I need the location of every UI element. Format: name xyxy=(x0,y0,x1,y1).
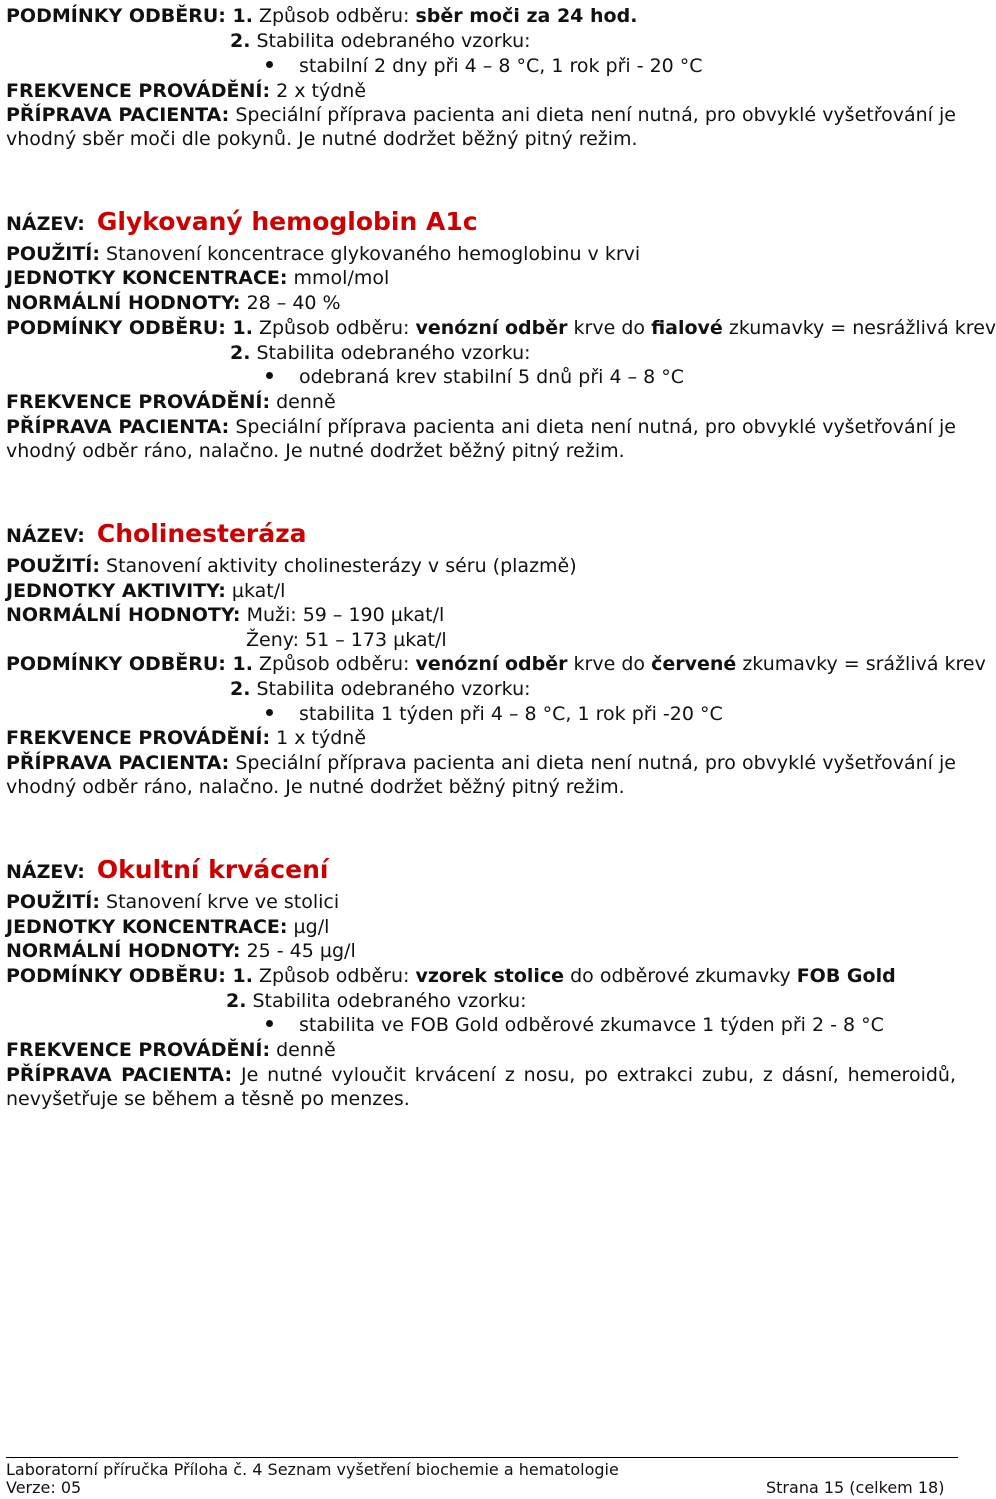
method-value: sběr moči za 24 hod. xyxy=(415,5,638,27)
unit-value: µkat/l xyxy=(225,580,286,602)
s0-conditions-line xyxy=(6,4,637,28)
use-value: Stanovení krve ve stolici xyxy=(99,891,340,913)
tube-type: zkumavky = nesrážlivá krev xyxy=(722,317,996,339)
preparation-label: PŘÍPRAVA PACIENTA: xyxy=(6,104,230,126)
preparation-text-1: Speciální příprava pacienta ani dieta není nutná, pro obvyklé vyšetřování je xyxy=(229,752,956,774)
preparation-text-1: Speciální příprava pacienta ani dieta není nutná, pro obvyklé vyšetřování je xyxy=(229,416,956,438)
tube-color: červené xyxy=(651,653,737,675)
preparation-text-2: vhodný odběr ráno, nalačno. Je nutné dodržet běžný pitný režim. xyxy=(6,440,625,462)
bullet-icon xyxy=(266,1020,273,1027)
footer-version: Verze: 05 xyxy=(6,1478,82,1497)
method-text: Způsob odběru: xyxy=(252,965,416,987)
stability-label: Stabilita odebraného vzorku: xyxy=(250,678,531,700)
s2-normal-line xyxy=(6,603,444,627)
conditions-label: PODMÍNKY ODBĚRU: 1. xyxy=(6,317,253,339)
normal-value: 28 – 40 % xyxy=(240,292,341,314)
stability-value: stabilita ve FOB Gold odběrové zkumavce 1 týden při 2 - 8 °C xyxy=(299,1014,884,1036)
s2-preparation xyxy=(6,751,956,799)
preparation-label: PŘÍPRAVA PACIENTA: xyxy=(6,416,230,438)
s3-stability-item xyxy=(266,1013,884,1037)
s0-preparation xyxy=(6,103,956,151)
unit-value: mmol/mol xyxy=(287,267,390,289)
s1-conditions-line xyxy=(6,316,996,340)
unit-label: JEDNOTKY KONCENTRACE: xyxy=(6,916,288,938)
conditions-label: PODMÍNKY ODBĚRU: 1. xyxy=(6,5,253,27)
footer-page-number: Strana 15 (celkem 18) xyxy=(766,1478,945,1497)
stability-number: 2. xyxy=(230,30,251,52)
s1-unit-line xyxy=(6,266,389,290)
s0-stability-item xyxy=(266,54,703,78)
s1-stability-item xyxy=(266,365,684,389)
method-value: venózní odběr xyxy=(415,317,568,339)
s3-normal-line xyxy=(6,939,356,963)
method-text-2: krve do xyxy=(567,317,652,339)
s2-use-line xyxy=(6,554,577,578)
bullet-icon xyxy=(266,372,273,379)
stability-label: Stabilita odebraného vzorku: xyxy=(250,30,531,52)
frequency-label: FREKVENCE PROVÁDĚNÍ: xyxy=(6,80,271,102)
method-text-2: do odběrové zkumavky xyxy=(564,965,797,987)
normal-value: 25 - 45 µg/l xyxy=(240,940,356,962)
s2-unit-line xyxy=(6,579,285,603)
s3-use-line xyxy=(6,890,339,914)
unit-label: JEDNOTKY KONCENTRACE: xyxy=(6,267,288,289)
frequency-label: FREKVENCE PROVÁDĚNÍ: xyxy=(6,391,271,413)
method-text: Způsob odběru: xyxy=(252,653,416,675)
conditions-label: PODMÍNKY ODBĚRU: 1. xyxy=(6,653,253,675)
footer-title: Laboratorní příručka Příloha č. 4 Seznam vyšetření biochemie a hematologie xyxy=(6,1460,619,1479)
s3-frequency-line xyxy=(6,1038,336,1062)
s3-preparation xyxy=(6,1063,956,1111)
preparation-text-1: Je nutné vyloučit krvácení z nosu, po extrakci zubu, z dásní, hemeroidů, xyxy=(232,1064,956,1086)
stability-number: 2. xyxy=(230,342,251,364)
frequency-value: denně xyxy=(270,391,336,413)
use-label: POUŽITÍ: xyxy=(6,555,100,577)
conditions-label: PODMÍNKY ODBĚRU: 1. xyxy=(6,965,253,987)
normal-value-men: Muži: 59 – 190 µkat/l xyxy=(240,604,445,626)
tube-brand: FOB Gold xyxy=(796,965,896,987)
stability-value: odebraná krev stabilní 5 dnů při 4 – 8 °C xyxy=(299,366,685,388)
s1-name-line xyxy=(6,206,478,240)
frequency-label: FREKVENCE PROVÁDĚNÍ: xyxy=(6,727,271,749)
test-title: Okultní krvácení xyxy=(96,855,329,884)
name-label: NÁZEV: xyxy=(6,525,85,547)
s3-stability-line xyxy=(226,989,527,1013)
s1-preparation xyxy=(6,415,956,463)
method-value: vzorek stolice xyxy=(415,965,565,987)
method-text-2: krve do xyxy=(567,653,652,675)
frequency-value: 1 x týdně xyxy=(270,727,367,749)
stability-value: stabilita 1 týden při 4 – 8 °C, 1 rok při -20 °C xyxy=(299,703,723,725)
preparation-text-2: nevyšetřuje se během a těsně po menzes. xyxy=(6,1088,410,1110)
s2-stability-item xyxy=(266,702,723,726)
preparation-text-2: vhodný odběr ráno, nalačno. Je nutné dodržet běžný pitný režim. xyxy=(6,776,625,798)
stability-value: stabilní 2 dny při 4 – 8 °C, 1 rok při - 20 °C xyxy=(299,55,703,77)
s3-conditions-line xyxy=(6,964,896,988)
unit-value: µg/l xyxy=(287,916,330,938)
frequency-label: FREKVENCE PROVÁDĚNÍ: xyxy=(6,1039,271,1061)
bullet-icon xyxy=(266,709,273,716)
method-value: venózní odběr xyxy=(415,653,568,675)
s2-stability-line xyxy=(230,677,531,701)
unit-label: JEDNOTKY AKTIVITY: xyxy=(6,580,226,602)
normal-label: NORMÁLNÍ HODNOTY: xyxy=(6,604,241,626)
name-label: NÁZEV: xyxy=(6,213,85,235)
s2-conditions-line xyxy=(6,652,986,676)
normal-value-women: Ženy: 51 – 173 µkat/l xyxy=(246,629,447,651)
s2-frequency-line xyxy=(6,726,366,750)
stability-number: 2. xyxy=(226,990,247,1012)
tube-color: fialové xyxy=(651,317,723,339)
use-label: POUŽITÍ: xyxy=(6,891,100,913)
s1-normal-line xyxy=(6,291,341,315)
stability-label: Stabilita odebraného vzorku: xyxy=(246,990,527,1012)
s3-unit-line xyxy=(6,915,329,939)
s1-frequency-line xyxy=(6,390,336,414)
use-label: POUŽITÍ: xyxy=(6,243,100,265)
use-value: Stanovení aktivity cholinesterázy v séru (plazmě) xyxy=(99,555,577,577)
stability-number: 2. xyxy=(230,678,251,700)
preparation-text-2: vhodný sběr moči dle pokynů. Je nutné dodržet běžný pitný režim. xyxy=(6,128,638,150)
name-label: NÁZEV: xyxy=(6,861,85,883)
s2-normal-women-line xyxy=(246,628,447,652)
tube-type: zkumavky = srážlivá krev xyxy=(736,653,986,675)
use-value: Stanovení koncentrace glykovaného hemoglobinu v krvi xyxy=(99,243,641,265)
frequency-value: 2 x týdně xyxy=(270,80,367,102)
footer-divider xyxy=(6,1457,958,1458)
preparation-label: PŘÍPRAVA PACIENTA: xyxy=(6,752,230,774)
test-title: Glykovaný hemoglobin A1c xyxy=(96,207,478,236)
method-text: Způsob odběru: xyxy=(252,317,416,339)
normal-label: NORMÁLNÍ HODNOTY: xyxy=(6,292,241,314)
s2-name-line xyxy=(6,518,307,552)
s0-frequency-line xyxy=(6,79,366,103)
stability-label: Stabilita odebraného vzorku: xyxy=(250,342,531,364)
preparation-text-1: Speciální příprava pacienta ani dieta není nutná, pro obvyklé vyšetřování je xyxy=(229,104,956,126)
bullet-icon xyxy=(266,61,273,68)
normal-label: NORMÁLNÍ HODNOTY: xyxy=(6,940,241,962)
s1-use-line xyxy=(6,242,640,266)
frequency-value: denně xyxy=(270,1039,336,1061)
s3-name-line xyxy=(6,854,328,888)
s1-stability-line xyxy=(230,341,531,365)
method-text: Způsob odběru: xyxy=(252,5,416,27)
s0-stability-line xyxy=(230,29,531,53)
test-title: Cholinesteráza xyxy=(96,519,307,548)
preparation-label: PŘÍPRAVA PACIENTA: xyxy=(6,1064,233,1086)
